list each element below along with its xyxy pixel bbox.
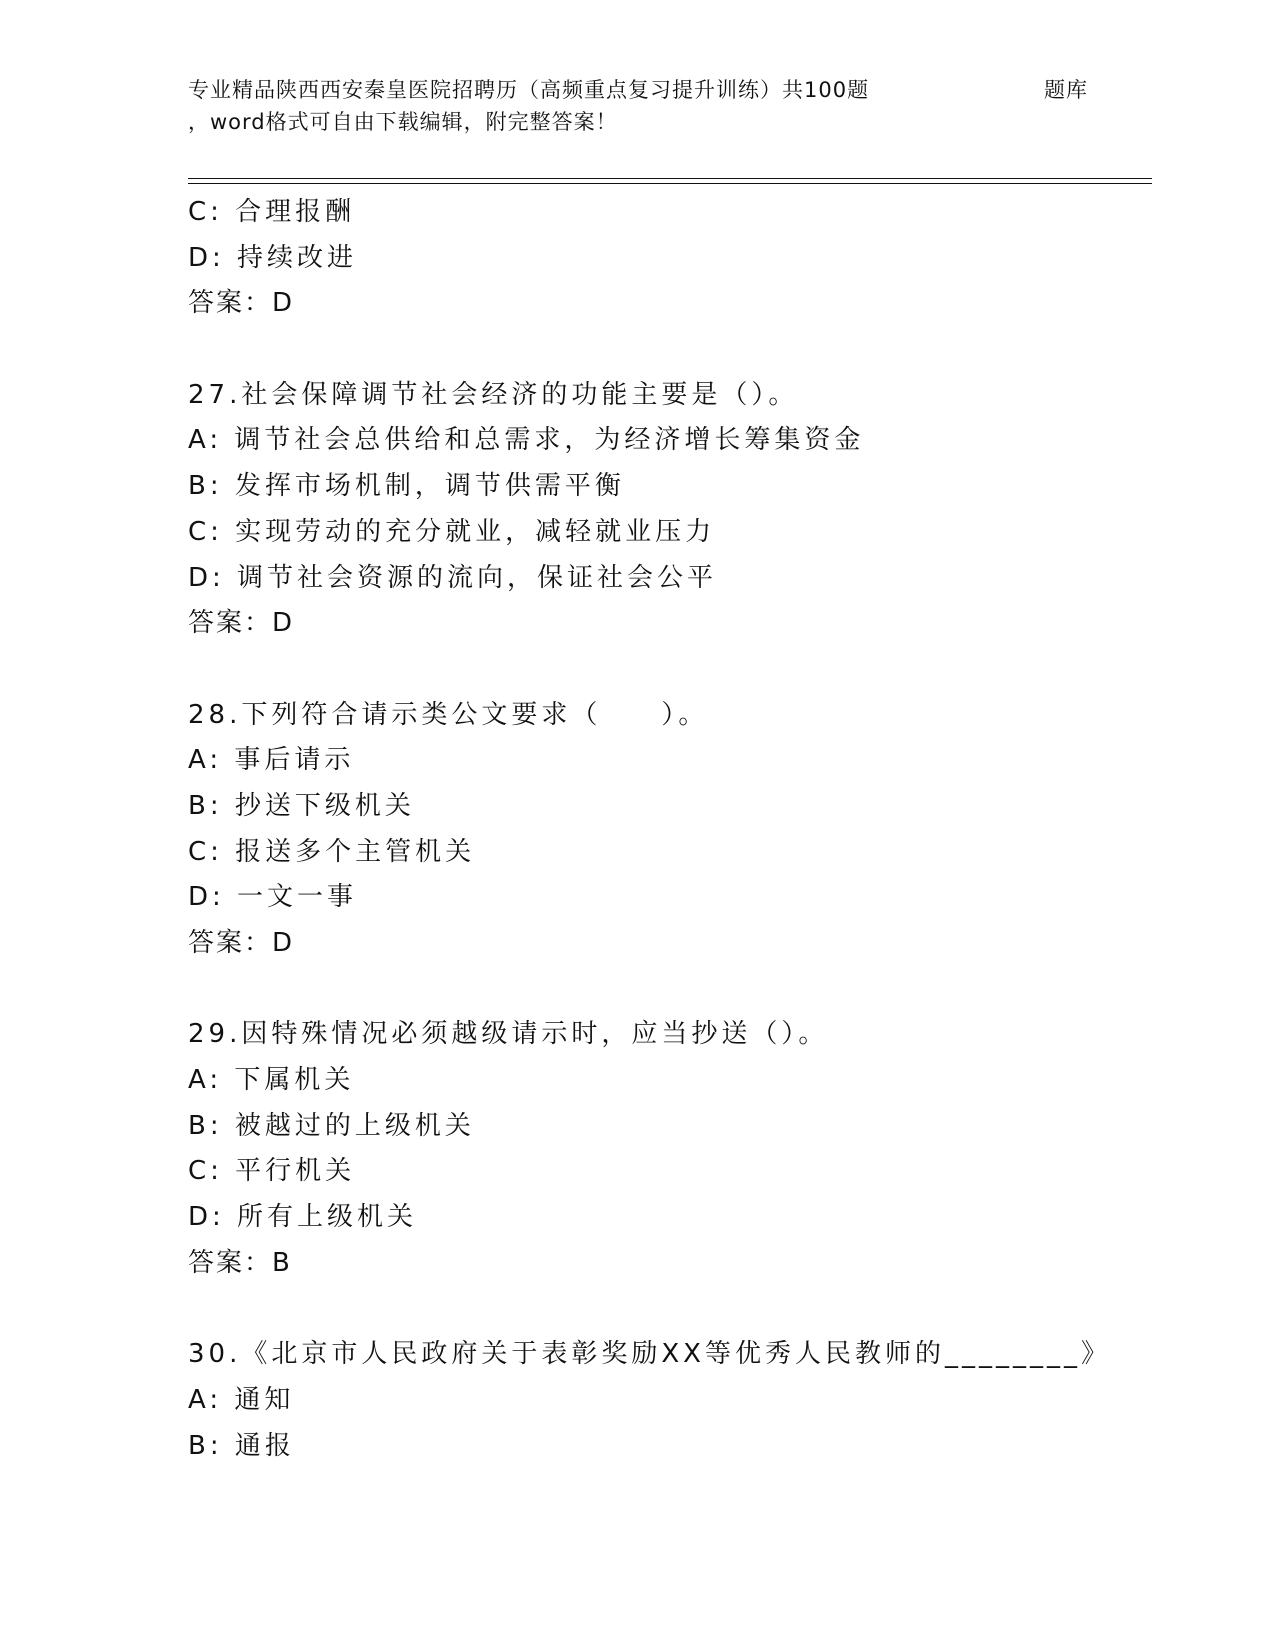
option-c: C: 合理报酬 <box>188 197 356 227</box>
header-tag: 题库 <box>1044 78 1088 102</box>
answer: 答案：D <box>188 608 295 639</box>
option-b: B: 抄送下级机关 <box>188 790 415 821</box>
option-d: D: 一文一事 <box>188 882 358 913</box>
question-stem: 27.社会保障调节社会经济的功能主要是（）。 <box>188 379 799 410</box>
option-d: D: 持续改进 <box>188 242 358 273</box>
option-d: D: 调节社会资源的流向，保证社会公平 <box>188 562 718 593</box>
option-b: B: 通报 <box>188 1430 295 1461</box>
spacer <box>188 1287 1158 1333</box>
header-divider-top <box>188 178 1152 179</box>
question-30 <box>188 1332 1158 1469</box>
option-b: B: 发挥市场机制，调节供需平衡 <box>188 471 625 502</box>
option-b: B: 被越过的上级机关 <box>188 1110 475 1141</box>
question-stem: 30.《北京市人民政府关于表彰奖励XX等优秀人民教师的________》 <box>188 1339 1111 1370</box>
answer: 答案：B <box>188 1247 292 1278</box>
option-a: A: 通知 <box>188 1384 295 1415</box>
document-title: 专业精品陕西西安秦皇医院招聘历（高频重点复习提升训练）共100题 <box>188 78 870 102</box>
question-29 <box>188 1012 1158 1286</box>
spacer <box>188 647 1158 693</box>
option-d: D: 所有上级机关 <box>188 1202 418 1233</box>
question-28 <box>188 693 1158 967</box>
question-continuation <box>188 190 1158 327</box>
option-c: C: 平行机关 <box>188 1156 356 1187</box>
page-header <box>188 74 1158 138</box>
document-subtitle: ，word格式可自由下载编辑，附完整答案！ <box>188 110 618 134</box>
header-line-1 <box>188 74 1088 106</box>
spacer <box>188 967 1158 1013</box>
option-c: C: 报送多个主管机关 <box>188 836 476 867</box>
option-a: A: 调节社会总供给和总需求，为经济增长筹集资金 <box>188 425 865 456</box>
option-c: C: 实现劳动的充分就业，减轻就业压力 <box>188 516 716 547</box>
option-a: A: 事后请示 <box>188 745 355 776</box>
question-27 <box>188 373 1158 647</box>
answer: 答案：D <box>188 928 295 958</box>
answer: 答案：D <box>188 288 295 319</box>
question-list <box>188 190 1158 1469</box>
spacer <box>188 327 1158 373</box>
option-a: A: 下属机关 <box>188 1065 355 1096</box>
question-stem: 28.下列符合请示类公文要求（ ）。 <box>188 699 709 730</box>
header-divider-bottom <box>188 183 1152 184</box>
question-stem: 29.因特殊情况必须越级请示时，应当抄送（）。 <box>188 1019 829 1050</box>
